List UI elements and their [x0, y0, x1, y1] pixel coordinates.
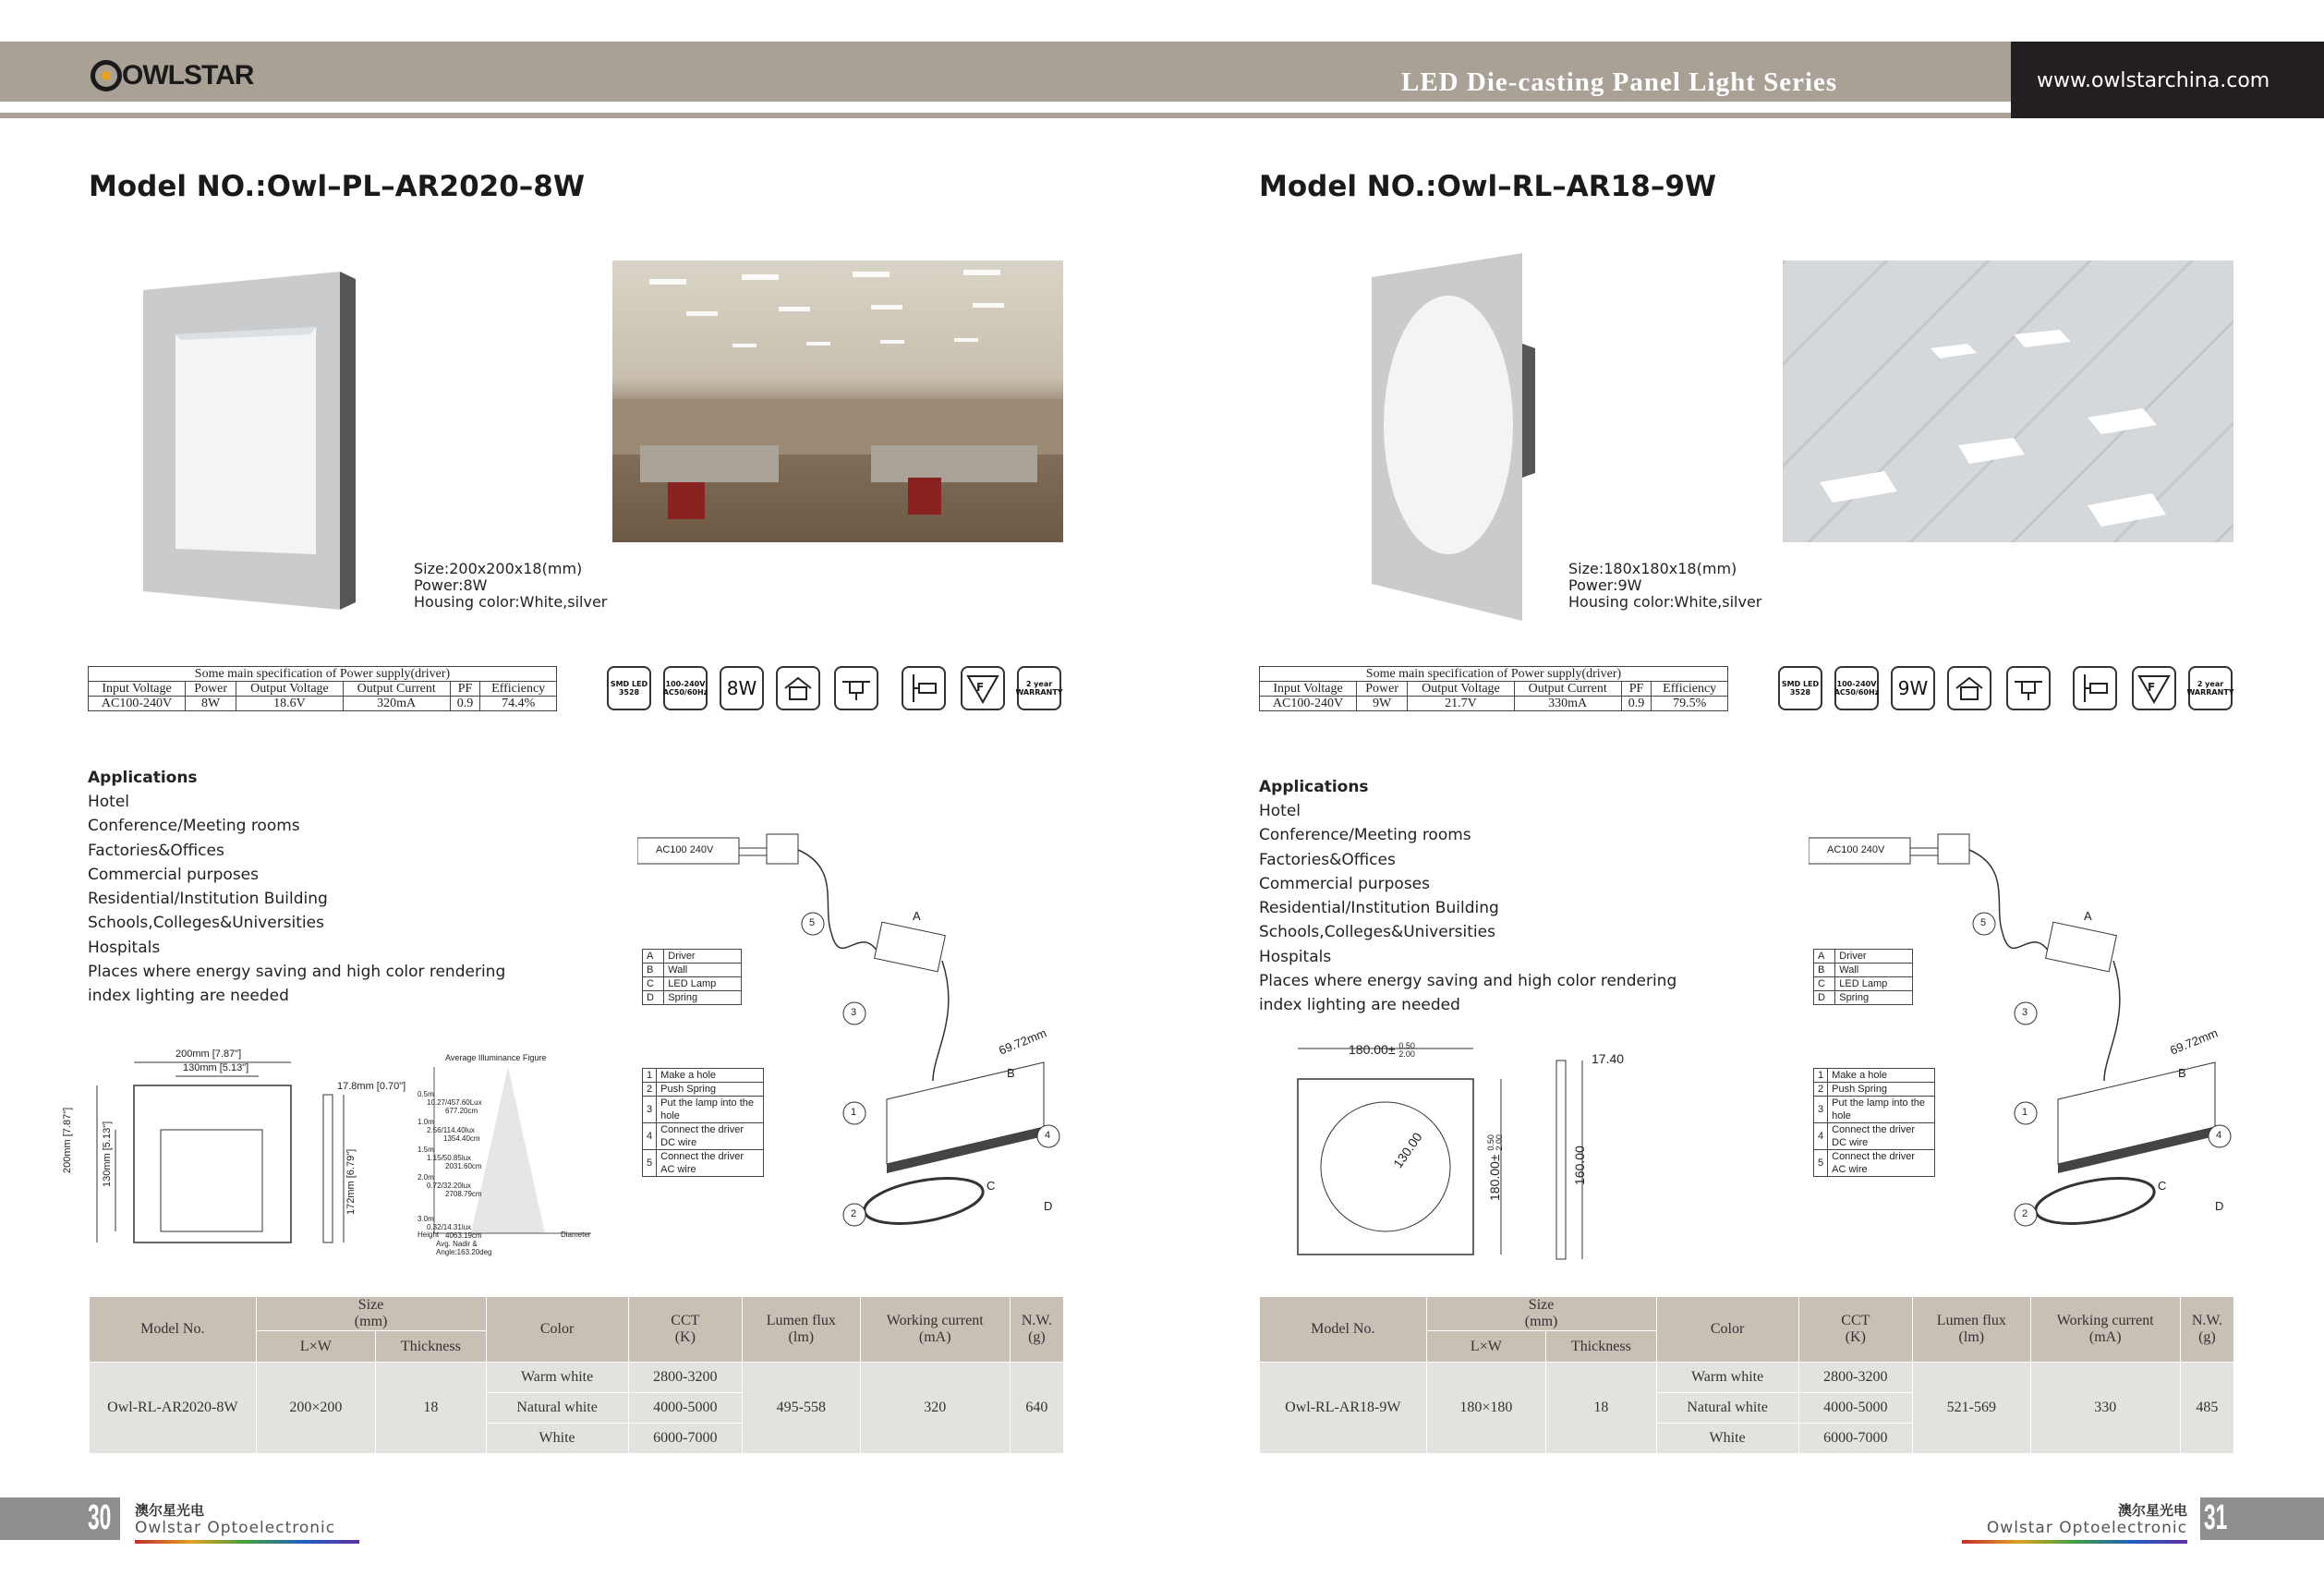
th-nw-unit: (g)	[2198, 1329, 2216, 1345]
step-text: Connect the driver DC wire	[657, 1123, 764, 1150]
th-current-label: Working current	[2056, 1313, 2154, 1328]
th-current-unit: (mA)	[2088, 1329, 2122, 1345]
th-lumen	[743, 1297, 861, 1363]
th-color: Color	[486, 1297, 628, 1363]
cell-color: Natural white	[1656, 1393, 1798, 1424]
spec-value: 8W	[186, 697, 236, 711]
th-size-unit: (mm)	[354, 1314, 388, 1329]
illum-diameter: 4063.19cm	[445, 1231, 482, 1240]
step-number: 3	[643, 1097, 657, 1123]
th-lumen-label: Lumen flux	[766, 1313, 836, 1328]
illum-lux: 2.56/114.40lux	[427, 1126, 475, 1134]
header-rule	[0, 113, 2324, 118]
step-number: 5	[1814, 1150, 1828, 1177]
step-number: 4	[1814, 1123, 1828, 1150]
th-nw-unit: (g)	[1028, 1329, 1046, 1345]
recessed-icon	[2006, 666, 2051, 710]
illum-lux: 10.27/457.60Lux	[427, 1098, 482, 1107]
right-footer-en: Owlstar Optoelectronic	[1986, 1519, 2187, 1537]
house-icon	[776, 666, 820, 710]
application-item: Schools,Colleges&Universities	[1259, 923, 1495, 942]
dim-outer-height: 200mm [7.87"]	[62, 1107, 73, 1173]
th-size-unit: (mm)	[1524, 1314, 1558, 1329]
cell-thickness: 18	[1546, 1363, 1656, 1454]
spec-value: 320mA	[343, 697, 450, 711]
illum-height: 2.0m	[418, 1173, 434, 1182]
dim-side: 172mm [6.79"]	[345, 1148, 357, 1215]
step-number: 2	[1814, 1083, 1828, 1097]
callout-3: 3	[2022, 1007, 2028, 1018]
step-number: 5	[643, 1150, 657, 1177]
spec-header: Power	[186, 682, 236, 697]
th-cct-label: CCT	[671, 1313, 700, 1328]
dim-width-value: 180.00±	[1349, 1042, 1396, 1057]
wattage-icon: 8W	[720, 666, 764, 710]
spec-header: Output Current	[1514, 682, 1621, 697]
callout-5: 5	[1980, 917, 1987, 928]
ac-voltage-label: AC100 240V	[1827, 844, 1885, 855]
legend-value: LED Lamp	[664, 977, 742, 991]
cell-color: Natural white	[486, 1393, 628, 1424]
left-footer-cn: 澳尔星光电	[135, 1502, 205, 1519]
callout-5: 5	[809, 917, 816, 928]
illum-height: 1.0m	[418, 1118, 434, 1126]
header-band	[0, 42, 2324, 102]
step-text: Connect the driver AC wire	[657, 1150, 764, 1177]
install-legend	[1813, 949, 1913, 1005]
application-item: Hospitals	[88, 938, 161, 957]
spec-value: 0.9	[450, 697, 480, 711]
series-title: LED Die-casting Panel Light Series	[1401, 67, 1838, 97]
cell-cct: 2800-3200	[1798, 1363, 1912, 1393]
spec-value: 21.7V	[1408, 697, 1514, 711]
spec-header: Input Voltage	[89, 682, 186, 697]
illum-diameter-label: Diameter	[561, 1230, 591, 1239]
application-item: Places where energy saving and high color rendering	[88, 963, 506, 982]
left-size: Size:200x200x18(mm)	[414, 560, 583, 577]
cell-color: White	[1656, 1424, 1798, 1454]
illum-diameter: 1354.40cm	[443, 1134, 480, 1143]
callout-b: B	[2178, 1066, 2186, 1080]
house-icon	[1947, 666, 1991, 710]
left-install-diagram	[637, 831, 1071, 1275]
voltage-icon: 100-240V AC50/60Hz	[663, 666, 708, 710]
cell-nw: 485	[2180, 1363, 2233, 1454]
illum-height: 0.5m	[418, 1090, 434, 1098]
spec-header: Efficiency	[480, 682, 557, 697]
ce-icon	[2132, 666, 2176, 710]
callout-4: 4	[1045, 1130, 1051, 1141]
callout-1: 1	[2022, 1107, 2028, 1118]
spec-header: Input Voltage	[1260, 682, 1357, 697]
callout-d: D	[2215, 1199, 2224, 1213]
legend-key: B	[643, 964, 664, 977]
left-dimension-drawing	[83, 1044, 388, 1270]
step-text: Push Spring	[657, 1083, 764, 1097]
left-product-table	[89, 1296, 1064, 1454]
legend-key: A	[1814, 950, 1835, 964]
callout-d: D	[1044, 1199, 1053, 1213]
dim-height	[1487, 1134, 1504, 1201]
cell-cct: 6000-7000	[628, 1424, 742, 1454]
application-item: Conference/Meeting rooms	[88, 817, 300, 836]
callout-c: C	[986, 1179, 996, 1193]
step-number: 1	[643, 1069, 657, 1083]
legend-value: Driver	[1835, 950, 1913, 964]
spec-header: PF	[1621, 682, 1652, 697]
cell-cct: 4000-5000	[1798, 1393, 1912, 1424]
legend-key: D	[1814, 991, 1835, 1005]
illum-lux: 1.15/50.85lux	[427, 1154, 472, 1162]
spec-value: 9W	[1357, 697, 1408, 711]
callout-c: C	[2158, 1179, 2167, 1193]
left-info	[414, 561, 607, 611]
legend-value: Wall	[1835, 964, 1913, 977]
illum-footer: Avg. Nadir & Angle:163.20deg	[436, 1240, 492, 1256]
th-nw	[1010, 1297, 1063, 1363]
cell-nw: 640	[1010, 1363, 1063, 1454]
th-cct-unit: (K)	[1845, 1329, 1866, 1345]
th-nw-label: N.W.	[2191, 1313, 2222, 1328]
application-item: Conference/Meeting rooms	[1259, 826, 1471, 845]
dim-inner-width: 130mm [5.13"]	[183, 1062, 249, 1073]
application-item: Factories&Offices	[88, 841, 224, 860]
application-item: Hotel	[1259, 802, 1301, 820]
right-ceiling-photo	[1783, 261, 2233, 542]
legend-value: Spring	[664, 991, 742, 1005]
th-size-label: Size	[1528, 1297, 1555, 1313]
right-applications-list	[1259, 799, 1676, 1018]
dim-thickness: 17.40	[1592, 1051, 1625, 1066]
th-size	[1426, 1297, 1656, 1331]
illum-diameter: 677.20cm	[445, 1107, 478, 1115]
step-text: Connect the driver AC wire	[1828, 1150, 1935, 1177]
cell-lxw: 180×180	[1426, 1363, 1546, 1454]
legend-value: Spring	[1835, 991, 1913, 1005]
spec-value: 79.5%	[1652, 697, 1728, 711]
dim-label: 69.72mm	[2168, 1025, 2221, 1058]
smd-led-icon: SMD LED 3528	[1778, 666, 1822, 710]
spec-header: PF	[450, 682, 480, 697]
cell-lumen: 521-569	[1913, 1363, 2031, 1454]
th-cct-unit: (K)	[674, 1329, 696, 1345]
wattage-icon: 9W	[1891, 666, 1935, 710]
smd-led-icon: SMD LED 3528	[607, 666, 651, 710]
owlstar-logo	[91, 54, 253, 98]
svg-text:F: F	[976, 681, 985, 694]
left-applications-title: Applications	[88, 769, 198, 787]
left-footer-en: Owlstar Optoelectronic	[135, 1519, 336, 1537]
step-number: 1	[1814, 1069, 1828, 1083]
step-text: Put the lamp into the hole	[657, 1097, 764, 1123]
left-product-image	[139, 270, 360, 612]
th-cct	[1798, 1297, 1912, 1363]
th-thickness: Thickness	[1546, 1331, 1656, 1363]
right-product-table	[1259, 1296, 2234, 1454]
th-nw-label: N.W.	[1021, 1313, 1052, 1328]
cell-color: Warm white	[486, 1363, 628, 1393]
th-current-unit: (mA)	[918, 1329, 951, 1345]
right-footer-cn: 澳尔星光电	[2117, 1502, 2187, 1519]
illum-diameter: 2031.60cm	[445, 1162, 482, 1170]
website-url: www.owlstarchina.com	[2037, 69, 2270, 92]
dim-tol-top: 0.50	[1398, 1041, 1415, 1051]
spec-header: Output Voltage	[236, 682, 343, 697]
spec-value: AC100-240V	[1260, 697, 1357, 711]
dim-width	[1349, 1042, 1415, 1059]
dim-outer-width: 200mm [7.87"]	[176, 1049, 242, 1060]
warranty-icon: 2 year WARRANTY	[2188, 666, 2233, 710]
dim-thickness: 17.8mm [0.70"]	[337, 1081, 406, 1092]
dim-tol-bot: 2.00	[1495, 1134, 1505, 1151]
cell-cct: 2800-3200	[628, 1363, 742, 1393]
right-footer-spectrum	[1962, 1540, 2187, 1544]
illum-height: 1.5m	[418, 1146, 434, 1154]
right-housing: Housing color:White,silver	[1568, 593, 1762, 611]
install-legend	[642, 949, 742, 1005]
application-item: index lighting are needed	[1259, 996, 1460, 1015]
dim-height-value: 180.00±	[1487, 1154, 1502, 1201]
application-item: Hospitals	[1259, 947, 1332, 966]
cell-cct: 6000-7000	[1798, 1424, 1912, 1454]
th-cct-label: CCT	[1841, 1313, 1870, 1328]
cell-lxw: 200×200	[256, 1363, 376, 1454]
th-lumen-unit: (lm)	[1958, 1329, 1985, 1345]
th-lumen-label: Lumen flux	[1936, 1313, 2006, 1328]
left-spec-table	[88, 666, 557, 711]
spec-caption: Some main specification of Power supply(driver)	[1260, 667, 1728, 682]
callout-a: A	[913, 909, 921, 923]
application-item: Schools,Colleges&Universities	[88, 914, 324, 933]
ac-voltage-label: AC100 240V	[656, 844, 714, 855]
cell-lumen: 495-558	[743, 1363, 861, 1454]
dim-inner-height: 130mm [5.13"]	[102, 1121, 113, 1187]
install-steps	[642, 1068, 764, 1177]
th-size-label: Size	[357, 1297, 384, 1313]
warranty-icon: 2 year WARRANTY	[1017, 666, 1061, 710]
callout-4: 4	[2216, 1130, 2222, 1141]
cell-color: Warm white	[1656, 1363, 1798, 1393]
right-product-image	[1367, 251, 1552, 630]
illum-lux: 0.32/14.31lux	[427, 1223, 472, 1231]
legend-value: Wall	[664, 964, 742, 977]
th-lumen	[1913, 1297, 2031, 1363]
application-item: Commercial purposes	[1259, 874, 1430, 893]
spec-value: 0.9	[1621, 697, 1652, 711]
illum-lux: 0.72/32.20lux	[427, 1182, 472, 1190]
left-housing: Housing color:White,silver	[414, 593, 608, 611]
right-install-diagram	[1809, 831, 2243, 1275]
cell-model: Owl-RL-AR2020-8W	[90, 1363, 257, 1454]
illum-diameter: 2708.79cm	[445, 1190, 482, 1198]
illum-height-label: Height	[418, 1230, 440, 1239]
legend-key: D	[643, 991, 664, 1005]
th-nw	[2180, 1297, 2233, 1363]
legend-value: Driver	[664, 950, 742, 964]
step-text: Connect the driver DC wire	[1828, 1123, 1935, 1150]
th-size	[256, 1297, 486, 1331]
th-model: Model No.	[90, 1297, 257, 1363]
cell-current: 330	[2030, 1363, 2180, 1454]
application-item: Places where energy saving and high color rendering	[1259, 972, 1677, 991]
left-footer-spectrum	[135, 1540, 359, 1544]
callout-1: 1	[851, 1107, 857, 1118]
spec-value: AC100-240V	[89, 697, 186, 711]
left-office-photo	[612, 261, 1063, 542]
cell-model: Owl-RL-AR18-9W	[1260, 1363, 1427, 1454]
th-current	[2030, 1297, 2180, 1363]
ce-icon	[961, 666, 1005, 710]
step-text: Put the lamp into the hole	[1828, 1097, 1935, 1123]
illuminance-title: Average Illuminance Figure	[445, 1053, 547, 1062]
dim-tol-bot: 2.00	[1398, 1049, 1415, 1060]
th-lxw: L×W	[1426, 1331, 1546, 1363]
callout-b: B	[1007, 1066, 1015, 1080]
driver-icon	[902, 666, 946, 710]
application-item: Commercial purposes	[88, 865, 259, 884]
spec-value: 18.6V	[236, 697, 343, 711]
right-model-title: Model NO.:Owl–RL–AR18–9W	[1259, 170, 1717, 203]
right-power: Power:9W	[1568, 576, 1642, 594]
step-number: 3	[1814, 1097, 1828, 1123]
svg-text:F: F	[2148, 681, 2156, 694]
application-item: Hotel	[88, 793, 130, 811]
callout-3: 3	[851, 1007, 857, 1018]
cell-current: 320	[860, 1363, 1010, 1454]
driver-icon	[2073, 666, 2117, 710]
th-thickness: Thickness	[376, 1331, 486, 1363]
right-size: Size:180x180x18(mm)	[1568, 560, 1737, 577]
cell-thickness: 18	[376, 1363, 486, 1454]
th-current	[860, 1297, 1010, 1363]
spec-header: Output Voltage	[1408, 682, 1514, 697]
right-spec-table	[1259, 666, 1728, 711]
th-lxw: L×W	[256, 1331, 376, 1363]
th-model: Model No.	[1260, 1297, 1427, 1363]
right-info	[1568, 561, 1761, 611]
spec-header: Efficiency	[1652, 682, 1728, 697]
step-number: 2	[643, 1083, 657, 1097]
callout-a: A	[2084, 909, 2092, 923]
recessed-icon	[834, 666, 878, 710]
left-model-title: Model NO.:Owl–PL–AR2020–8W	[89, 170, 586, 203]
th-current-label: Working current	[886, 1313, 984, 1328]
th-color: Color	[1656, 1297, 1798, 1363]
step-text: Make a hole	[657, 1069, 764, 1083]
brand-name: OWLSTAR	[122, 60, 254, 91]
th-cct	[628, 1297, 742, 1363]
spec-header: Power	[1357, 682, 1408, 697]
owl-eye-icon	[91, 60, 122, 91]
illum-height: 3.0m	[418, 1215, 434, 1223]
cell-cct: 4000-5000	[628, 1393, 742, 1424]
step-number: 4	[643, 1123, 657, 1150]
dim-side: 160.00	[1572, 1146, 1587, 1185]
legend-key: A	[643, 950, 664, 964]
legend-key: C	[643, 977, 664, 991]
th-lumen-unit: (lm)	[788, 1329, 815, 1345]
left-power: Power:8W	[414, 576, 488, 594]
spec-caption: Some main specification of Power supply(driver)	[89, 667, 557, 682]
spec-value: 330mA	[1514, 697, 1621, 711]
legend-value: LED Lamp	[1835, 977, 1913, 991]
right-page-number: 31	[2204, 1498, 2228, 1537]
legend-key: B	[1814, 964, 1835, 977]
callout-2: 2	[2022, 1208, 2028, 1219]
right-applications-title: Applications	[1259, 778, 1369, 796]
application-item: Residential/Institution Building	[1259, 899, 1499, 918]
cell-color: White	[486, 1424, 628, 1454]
application-item: Residential/Institution Building	[88, 890, 328, 909]
spec-header: Output Current	[343, 682, 450, 697]
dim-label: 69.72mm	[997, 1025, 1049, 1058]
application-item: index lighting are needed	[88, 987, 289, 1006]
step-text: Make a hole	[1828, 1069, 1935, 1083]
spec-value: 74.4%	[480, 697, 557, 711]
dim-circle: 130.00	[1390, 1129, 1425, 1171]
left-applications-list	[88, 790, 505, 1009]
callout-2: 2	[851, 1208, 857, 1219]
application-item: Factories&Offices	[1259, 850, 1396, 869]
step-text: Push Spring	[1828, 1083, 1935, 1097]
legend-key: C	[1814, 977, 1835, 991]
voltage-icon: 100-240V AC50/60Hz	[1834, 666, 1879, 710]
left-page-number: 30	[88, 1498, 112, 1537]
install-steps	[1813, 1068, 1935, 1177]
dim-tol-top: 0.50	[1486, 1134, 1496, 1151]
